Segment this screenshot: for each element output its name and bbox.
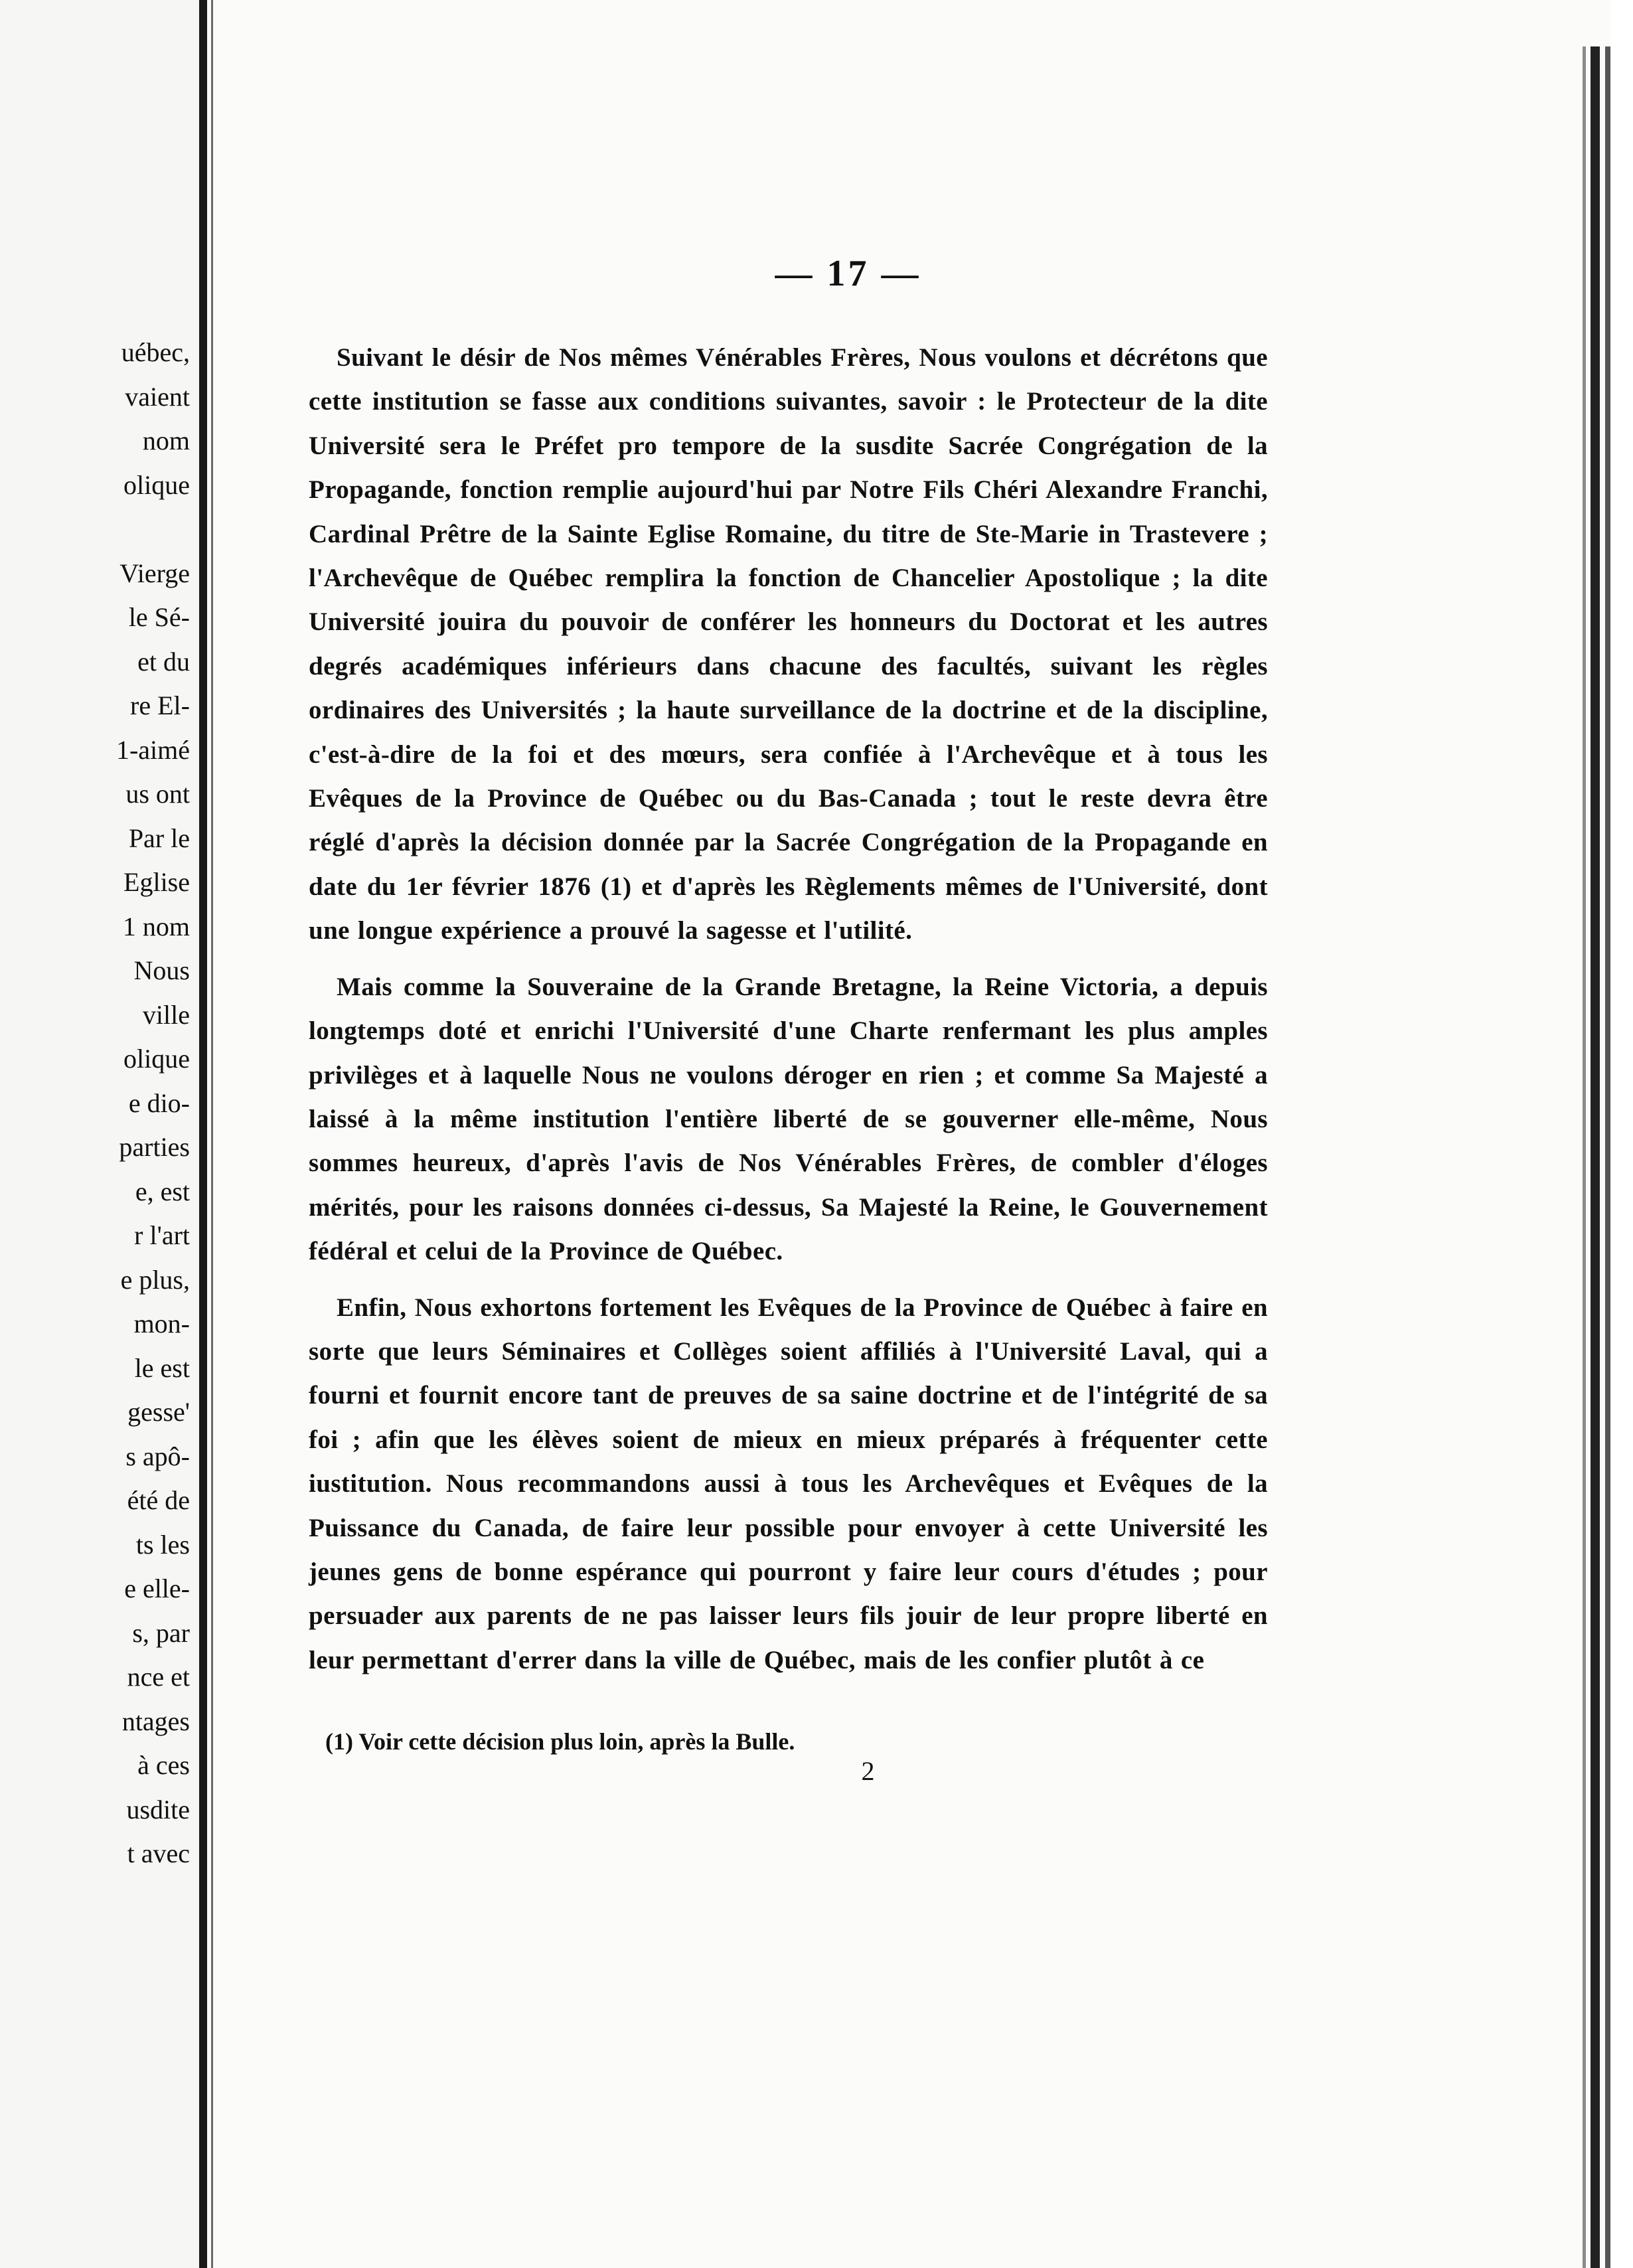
left-page-line: gesse' [127, 1397, 190, 1427]
left-page-line: s, par [132, 1617, 190, 1648]
paragraph-2: Mais comme la Souveraine de la Grande Bretagne, la Reine Victoria, a depuis longtemps doté et enrichi l'Université d'une Charte renfermant les plus amples privilèges et à laquelle Nous ne voulons déroger en rien ; et comme Sa Majesté a laissé à la même institution l'entière liberté de se gouverner elle-même, Nous sommes heureux, d'après l'avis de Nos Vénérables Frères, de combler d'éloges mérités, pour les raisons données ci-dessus, Sa Majesté la Reine, le Gouvernement fédéral et celui de la Province de Québec. [309, 972, 1268, 1266]
left-page-line: ts les [135, 1529, 190, 1560]
page-edge [1591, 46, 1600, 2268]
page-edge [1605, 46, 1610, 2268]
left-page-line: e plus, [120, 1264, 190, 1295]
paragraph-1: Suivant le désir de Nos mêmes Vénérables Frères, Nous voulons et décrétons que cette institution se fasse aux conditions suivantes, savoir : le Protecteur de la dite Université sera le Préfet pro tempore de la susdite Sacrée Congrégation de la Propagande, fonction remplie aujourd'hui par Notre Fils Chéri Alexandre Franchi, Cardinal Prêtre de la Sainte Eglise Romaine, du titre de Ste-Marie in Trastevere ; l'Archevêque de Québec remplira la fonction de Chancelier Apostolique ; la dite Université jouira du pouvoir de conférer les honneurs du Doctorat et les autres degrés académiques inférieurs dans chacune des facultés, suivant les règles ordinaires des Universités ; la haute surveillance de la doctrine et de la discipline, c'est-à-dire de la foi et des mœurs, sera confiée à l'Archevêque et à tous les Evêques de la Province de Québec ou du Bas-Canada ; tout le reste devra être réglé d'après la décision donnée par la Sacrée Congrégation de la Propagande en date du 1er février 1876 (1) et d'après les Règlements mêmes de l'Université, dont une longue expérience a prouvé la sagesse et l'utilité. [309, 343, 1268, 945]
left-page-text-fragments [116, 331, 190, 1876]
left-page-line: 1-aimé [116, 734, 190, 765]
left-page-line: e elle- [124, 1574, 190, 1603]
left-page-line: us ont [125, 779, 190, 809]
left-page-line: e dio- [128, 1088, 190, 1118]
left-page-line: usdite [126, 1794, 190, 1824]
left-page-line: mon- [133, 1309, 190, 1338]
left-page-line: Nous [133, 955, 190, 985]
left-page-line: uébec, [121, 337, 190, 367]
page-gutter [199, 0, 207, 2268]
book-page [309, 252, 1268, 1787]
page-gutter-shadow [211, 0, 213, 2268]
page-edge [1583, 46, 1586, 2268]
paragraph-3: Enfin, Nous exhortons fortement les Evêques de la Province de Québec à faire en sorte que leurs Séminaires et Collèges soient affiliés à l'Université Laval, qui a fourni et fournit encore tant de preuves de sa saine doctrine et de l'intégrité de sa foi ; afin que les élèves soient de mieux en mieux préparés à fréquenter cette iustitution. Nous recommandons aussi à tous les Archevêques et Evêques de la Puissance du Canada, de faire leur possible pour envoyer à cette Université les jeunes gens de bonne espérance qui pourront y faire leur cours d'études ; pour persuader aux parents de ne pas laisser leurs fils jouir de leur propre liberté en leur permettant d'errer dans la ville de Québec, mais de les confier plutôt à ce [309, 1293, 1268, 1674]
left-page-line: Par le [128, 823, 190, 853]
page-edge-margin [1610, 0, 1633, 2268]
left-page-line: vaient [125, 381, 190, 412]
left-page-line: 1 nom [122, 911, 190, 941]
footnote: (1) Voir cette décision plus loin, après la Bulle. [325, 1728, 795, 1755]
left-page-line: le est [134, 1352, 190, 1383]
left-page-line: et du [137, 646, 190, 677]
left-page-line: ville [142, 999, 190, 1030]
signature-mark: 2 [861, 1756, 875, 1787]
left-page-line: nce et [127, 1662, 190, 1692]
left-page-line: parties [119, 1132, 190, 1162]
left-page-line: Eglise [123, 867, 190, 897]
left-page-fragment [0, 0, 199, 2268]
left-page-line: t avec [127, 1838, 190, 1868]
left-page-line: nom [142, 426, 190, 455]
left-page-line: le Sé- [128, 602, 190, 632]
left-page-line: olique [123, 469, 190, 500]
left-page-line: s apô- [125, 1441, 190, 1471]
left-page-line: Vierge [119, 558, 190, 588]
left-page-line: ntages [121, 1706, 190, 1736]
left-page-line: e, est [135, 1176, 190, 1206]
left-page-line: olique [123, 1044, 190, 1074]
left-page-line: à ces [137, 1750, 190, 1780]
left-page-line: re El- [130, 690, 190, 720]
page-number: — 17 — [775, 253, 921, 294]
left-page-line [116, 507, 190, 552]
left-page-line: r l'art [134, 1220, 190, 1250]
left-page-line: été de [127, 1485, 190, 1515]
